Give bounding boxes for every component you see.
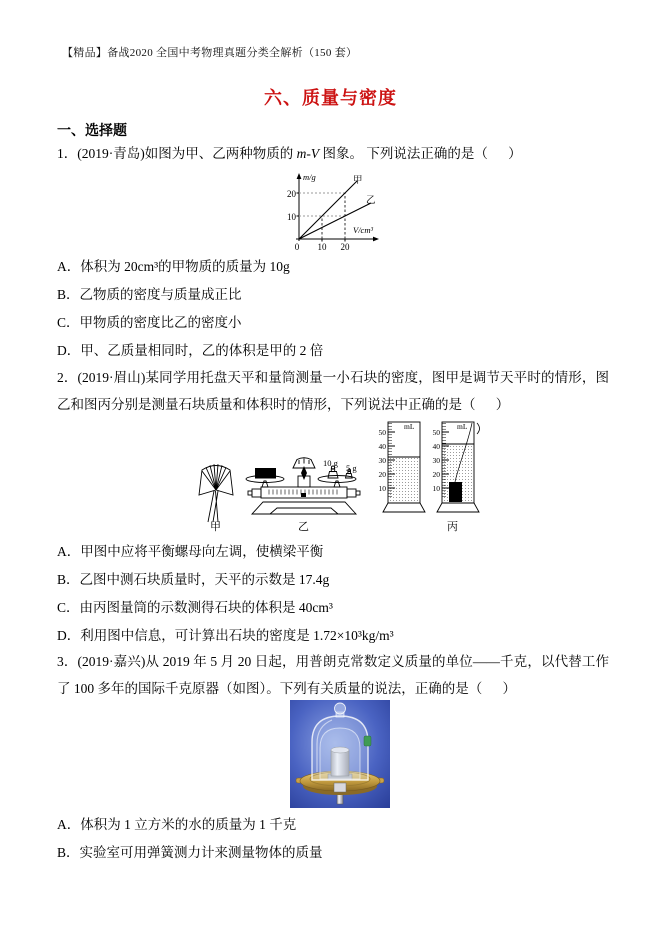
beam-balance-yi — [246, 458, 360, 514]
graph-xlabel: V/cm³ — [353, 225, 374, 235]
outer-bell-jar — [312, 716, 368, 780]
subfig-label-bing: 丙 — [447, 521, 458, 533]
cyl-right-scale-labels — [433, 428, 441, 493]
graph-xtick-20: 20 — [340, 242, 350, 252]
q1-mv-graph-figure — [283, 171, 385, 253]
cyl-left-scale-labels — [379, 428, 387, 493]
graph-line-label-yi: 乙 — [366, 196, 376, 206]
cylinder-left — [383, 422, 425, 512]
subfig-label-yi: 乙 — [298, 521, 309, 533]
stone-icon — [449, 482, 462, 502]
svg-text:50: 50 — [378, 428, 386, 437]
svg-text:40: 40 — [432, 442, 440, 451]
q2-option-a: A．甲图中应将平衡螺母向左调，使横梁平衡 — [57, 544, 324, 559]
line-jia — [299, 181, 357, 239]
question-1-options — [57, 253, 609, 365]
question-2-options — [57, 538, 609, 650]
kilogram-prototype-photo — [290, 700, 390, 808]
graph-ylabel: m/g — [303, 172, 316, 182]
q2-option-d: D．利用图中信息，可计算出石块的密度是 1.72×10³kg/m³ — [57, 628, 394, 643]
q2-option-c: C．由丙图量筒的示数测得石块的体积是 40cm³ — [57, 600, 333, 615]
q1-stem-math-mv: m-V — [296, 146, 320, 161]
weight-10g-icon — [328, 472, 338, 479]
weight-10g-label: 10 g — [323, 458, 338, 468]
svg-text:10: 10 — [432, 484, 440, 493]
graph-origin: 0 — [294, 242, 300, 252]
graph-ytick-10: 10 — [287, 212, 296, 222]
svg-text:30: 30 — [432, 456, 440, 465]
q1-option-d: D．甲、乙质量相同时，乙的体积是甲的 2 倍 — [57, 343, 324, 358]
cyl-left-unit: mL — [404, 422, 415, 431]
q2-option-b: B．乙图中测石块质量时，天平的示数是 17.4g — [57, 572, 330, 587]
q1-option-a: A．体积为 20cm³的甲物质的质量为 10g — [57, 259, 290, 274]
graph-xtick-10: 10 — [317, 242, 327, 252]
weight-5g-label: 5 g — [346, 463, 357, 473]
question-2-stem: 2．(2019·眉山)某同学用托盘天平和量筒测量一小石块的密度，图甲是调节天平时的情形，图乙和图丙分别是测量石块质量和体积时的情形，下列说法中正确的是（ ） — [57, 370, 609, 412]
q1-option-b: B．乙物质的密度与质量成正比 — [57, 287, 242, 302]
q2-balance-figure — [185, 418, 485, 534]
y-axis-arrow-icon — [297, 173, 302, 179]
q1-stem-post: 图象。 下列说法正确的是（ ） — [319, 146, 522, 161]
cylinder-right — [437, 422, 480, 512]
green-sticker — [364, 736, 371, 746]
measured-object-icon — [255, 468, 276, 479]
cyl-right-unit: mL — [457, 422, 468, 431]
q3-option-b: B．实验室可用弹簧测力计来测量物体的质量 — [57, 845, 323, 860]
pointer-needle — [208, 491, 218, 522]
document-header: 【精品】备战2020 全国中考物理真题分类全解析（150 套） — [62, 47, 358, 59]
bell-knob — [335, 703, 346, 714]
section-heading: 一、选择题 — [57, 124, 127, 139]
svg-text:20: 20 — [432, 470, 440, 479]
q1-option-c: C．甲物质的密度比乙的密度小 — [57, 315, 242, 330]
svg-text:20: 20 — [378, 470, 386, 479]
pointer-scale-jia — [199, 464, 233, 522]
water-fill — [389, 457, 420, 503]
question-1-stem — [57, 140, 609, 167]
svg-text:30: 30 — [378, 456, 386, 465]
q3-option-a: A．体积为 1 立方米的水的质量为 1 千克 — [57, 817, 297, 832]
question-3-options — [57, 811, 609, 867]
x-axis-arrow-icon — [373, 237, 379, 242]
rider-weight-icon — [301, 493, 306, 497]
page-title: 六、质量与密度 — [264, 88, 397, 108]
graph-line-label-jia: 甲 — [353, 176, 363, 186]
svg-text:50: 50 — [432, 428, 440, 437]
svg-text:40: 40 — [378, 442, 386, 451]
graph-ytick-20: 20 — [287, 189, 296, 199]
question-3-stem: 3．(2019·嘉兴)从 2019 年 5 月 20 日起，用普朗克常数定义质量的单位——千克，以代替工作了 100 多年的国际千克原器（如图）。下列有关质量的说法，正确的是（ ） — [57, 654, 609, 696]
q1-stem-pre: 1．(2019·青岛)如图为甲、乙两种物质的 — [57, 146, 297, 161]
subfig-label-jia: 甲 — [210, 521, 221, 533]
front-clip — [334, 783, 346, 792]
svg-text:10: 10 — [378, 484, 386, 493]
